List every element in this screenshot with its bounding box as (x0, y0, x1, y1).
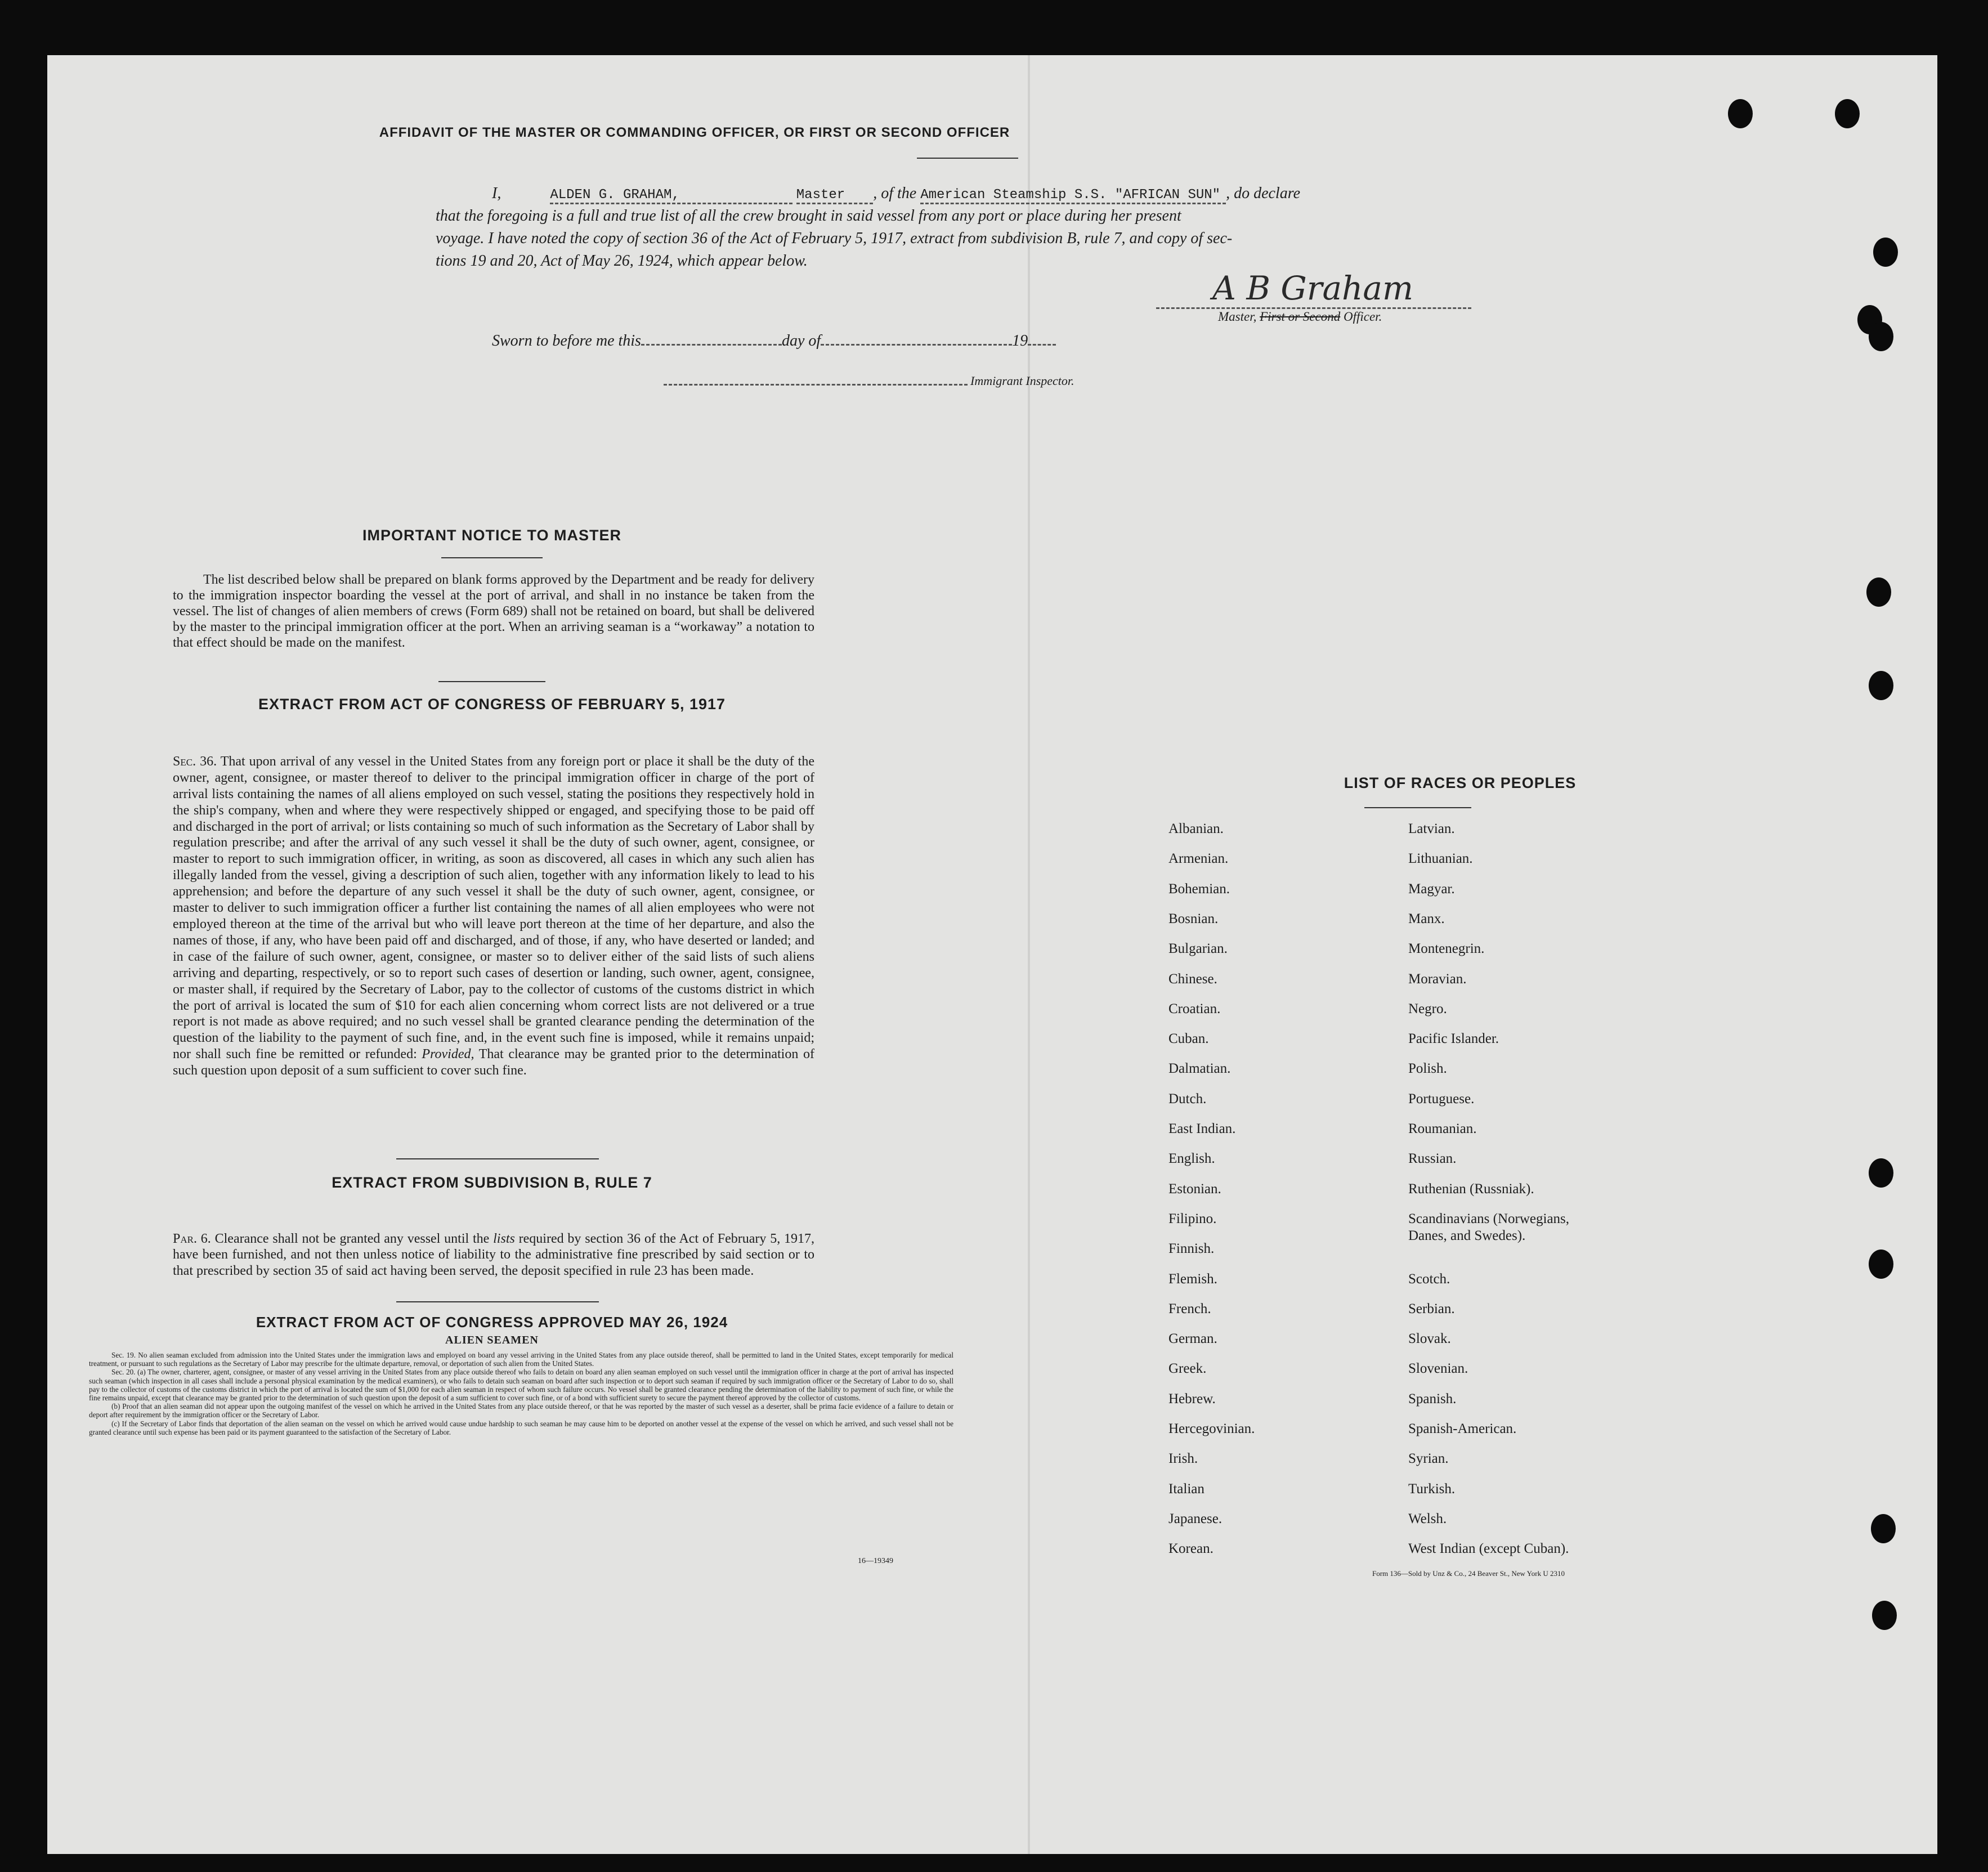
race-item: Latvian. (1408, 821, 1455, 836)
alien-seamen-subtitle: ALIEN SEAMEN (445, 1334, 539, 1346)
race-item: Hercegovinian. (1168, 1421, 1255, 1436)
race-item: English. (1168, 1151, 1215, 1167)
race-item: Welsh. (1408, 1511, 1447, 1526)
vessel-field: American Steamship S.S. "AFRICAN SUN" (920, 187, 1226, 204)
affidavit-title: AFFIDAVIT OF THE MASTER OR COMMANDING OFFICER, OR FIRST OR SECOND OFFICER (379, 125, 1010, 140)
race-item: Albanian. (1168, 821, 1224, 836)
extract-1924-title: EXTRACT FROM ACT OF CONGRESS APPROVED MAY 26, 1924 (256, 1314, 728, 1331)
race-item: Italian (1168, 1481, 1205, 1497)
master-name-field: ALDEN G. GRAHAM, (550, 187, 792, 204)
race-item: Chinese. (1168, 971, 1217, 987)
punch-hole (1869, 322, 1893, 351)
race-item: Spanish. (1408, 1391, 1457, 1407)
race-item: Bulgarian. (1168, 941, 1228, 957)
race-item: French. (1168, 1301, 1211, 1316)
race-item: Japanese. (1168, 1511, 1223, 1526)
document-page (47, 55, 1937, 1854)
punch-hole (1871, 1514, 1896, 1543)
sec20b-text: (b) Proof that an alien seaman did not appear upon the outgoing manifest of the vessel on which he arrived in the United States from any place outside thereof, or that he was reported by the master of such vessel as a deserter, shall be prima facie evidence of a failure to detain or deport after requirement by the immigration officer or the Secretary of Labor. (89, 1402, 953, 1419)
race-item: Lithuanian. (1408, 851, 1473, 867)
notice-body: The list described below shall be prepared on blank forms approved by the Department and be ready for delivery to the immigration inspector boarding the vessel at the port of arrival, and shall in no instance be taken from the vessel. The list of changes of alien members of crews (Form 689) shall not be retained on board, but shall be delivered by the master to the principal immigration officer at the port. When an arriving seaman is a “workaway” a notation to that effect should be made on the manifest. (173, 572, 814, 650)
punch-hole (1869, 671, 1893, 700)
race-item: Slovenian. (1408, 1361, 1468, 1377)
race-item: Dalmatian. (1168, 1061, 1231, 1077)
race-item: Pacific Islander. (1408, 1031, 1499, 1047)
sec20c-text: (c) If the Secretary of Labor finds that deportation of the alien seaman on the vessel on which he arrived would cause undue hardship to such seaman he may cause him to be deported on another vessel at the expense of the vessel on which he arrived, and such vessel shall not be granted clearance until such expense has been paid or its payment guaranteed to the satisfaction of the Secretary of Labor. (89, 1419, 953, 1436)
race-item: Russian. (1408, 1151, 1457, 1167)
sworn-line: Sworn to before me this day of 19 (492, 332, 1056, 350)
race-item: Dutch. (1168, 1091, 1207, 1107)
race-item: Ruthenian (Russniak). (1408, 1181, 1534, 1197)
race-item: Bohemian. (1168, 881, 1230, 897)
sec19-text: Sec. 19. No alien seaman excluded from admission into the United States under the immigration laws and employed on board any vessel arriving in the United States from any place outside thereof, shall be permitted to land in the United States, except temporarily for medical treatment, or pursuant to such regulations as the Secretary of Labor may prescribe for the ultimate departure, removal, or deportation of such alien from the United States. (89, 1351, 953, 1368)
race-item: Montenegrin. (1408, 941, 1485, 957)
extract-1924-body (89, 1351, 953, 1436)
punch-hole (1872, 1601, 1897, 1630)
races-title: LIST OF RACES OR PEOPLES (1344, 774, 1577, 791)
form-footer: Form 136—Sold by Unz & Co., 24 Beaver St., New York U 2310 (1372, 1569, 1565, 1578)
race-item: Irish. (1168, 1451, 1198, 1467)
race-item: Croatian. (1168, 1001, 1221, 1016)
race-item: Scotch. (1408, 1271, 1450, 1287)
race-item: Negro. (1408, 1001, 1447, 1016)
affidavit-line-2: that the foregoing is a full and true list of all the crew brought in said vessel from any port or place during her present (436, 207, 1181, 225)
race-item: Greek. (1168, 1361, 1207, 1377)
race-item: Filipino. (1168, 1211, 1217, 1226)
race-item: Flemish. (1168, 1271, 1217, 1287)
punch-hole (1835, 99, 1860, 128)
race-item: Cuban. (1168, 1031, 1209, 1047)
race-item: Armenian. (1168, 851, 1229, 867)
rule7-title: EXTRACT FROM SUBDIVISION B, RULE 7 (332, 1174, 652, 1191)
race-item: Hebrew. (1168, 1391, 1216, 1407)
extract-1917-body: Sec. 36. That upon arrival of any vessel in the United States from any foreign port or place it shall be the duty of the owner, agent, consignee, or master thereof to deliver to the principal immigration officer in charge of the port of arrival lists containing the names of all aliens employed on such vessel, stating the positions they respectively hold in the ship's company, when and where they were respectively shipped or engaged, and specifying those to be paid off and discharged in the port of arrival; or lists containing so much of such information as the Secretary of Labor shall by regulation prescribe; and after the arrival of any such vessel it shall be the duty of such owner, agent, consignee, or master to report to such immigration officer, in writing, as soon as discovered, all cases in which any such alien has illegally landed from the vessel, giving a description of such alien, together with any information likely to lead to his apprehension; and before the departure of any such vessel it shall be the duty of such owner, agent, consignee, or master to deliver to such immigration officer a further list containing the names of all alien employees who were not employed thereon at the time of the arrival but who will leave port thereon at the time of her departure, and also the names of those, if any, who have been paid off and discharged, and of those, if any, who have deserted or landed; and in case of the failure of such owner, agent, consignee, or master so to deliver either of the said lists of such aliens arriving and departing, respectively, or so to report such cases of desertion or landing, such owner, agent, consignee, or master shall, if required by the Secretary of Labor, pay to the collector of customs of the customs district in which the port of arrival is located the sum of $10 for each alien concerning whom correct lists are not delivered or a true report is not made as above required; and no such vessel shall be granted clearance pending the determination of the question of the liability to the payment of such fine, and, in the event such fine is imposed, while it remains unpaid; nor shall such fine be remitted or refunded: Provided, That clearance may be granted prior to the determination of such question upon deposit of a sum sufficient to cover such fine. (173, 754, 815, 1078)
race-item: Estonian. (1168, 1181, 1221, 1197)
race-item: Portuguese. (1408, 1091, 1475, 1107)
race-item: East Indian. (1168, 1121, 1236, 1136)
affidavit-line-3: voyage. I have noted the copy of section 36 of the Act of February 5, 1917, extract from subdivision B, rule 7, and copy of sec- (436, 230, 1233, 247)
page-fold (1028, 55, 1030, 1854)
race-item: Slovak. (1408, 1331, 1451, 1347)
punch-hole (1869, 1250, 1893, 1279)
master-signature: A B Graham (1212, 269, 1413, 307)
race-item: Finnish. (1168, 1241, 1215, 1257)
extract-1917-title: EXTRACT FROM ACT OF CONGRESS OF FEBRUARY 5, 1917 (258, 696, 726, 713)
race-item: Bosnian. (1168, 911, 1219, 926)
race-item: West Indian (except Cuban). (1408, 1541, 1569, 1557)
print-code: 16—19349 (858, 1557, 893, 1565)
race-item: German. (1168, 1331, 1217, 1347)
race-item: Turkish. (1408, 1481, 1456, 1497)
race-item: Scandinavians (Norwegians, Danes, and Swedes). (1408, 1211, 1570, 1243)
race-item: Roumanian. (1408, 1121, 1477, 1136)
race-item: Polish. (1408, 1061, 1447, 1077)
race-item: Spanish-American. (1408, 1421, 1517, 1436)
race-item: Korean. (1168, 1541, 1214, 1557)
race-item: Magyar. (1408, 881, 1455, 897)
punch-hole (1728, 99, 1753, 128)
race-item: Moravian. (1408, 971, 1467, 987)
signature-caption: Master, First or Second Officer. (1218, 310, 1382, 324)
affidavit-line-1: I, ALDEN G. GRAHAM, Master , of the American Steamship S.S. "AFRICAN SUN" , do declare (492, 185, 1550, 203)
rank-field: Master (796, 187, 873, 204)
affidavit-line-4: tions 19 and 20, Act of May 26, 1924, which appear below. (436, 252, 808, 270)
race-item: Serbian. (1408, 1301, 1455, 1316)
punch-hole (1869, 1158, 1893, 1188)
notice-title: IMPORTANT NOTICE TO MASTER (362, 527, 621, 544)
rule7-body: Par. 6. Clearance shall not be granted any vessel until the lists required by section 36 of the Act of February 5, 1917, have been furnished, and not then unless notice of liability to the administrative fine prescribed by said section or to that prescribed by section 35 of said act having been served, the deposit specified in rule 23 has been made. (173, 1231, 815, 1278)
race-item: Syrian. (1408, 1451, 1449, 1467)
punch-hole (1866, 577, 1891, 607)
inspector-label: Immigrant Inspector. (970, 374, 1074, 388)
race-item: Manx. (1408, 911, 1445, 926)
punch-hole (1873, 238, 1898, 267)
sec20a-text: Sec. 20. (a) The owner, charterer, agent, consignee, or master of any vessel arriving in the United States from any place outside thereof who fails to detain on board any alien seaman employed on such vessel until the immigration officer in charge at the port of arrival has inspected such seaman (which inspection in all cases shall include a personal physical examination by the medical examiners), or who fails to detain such seaman on board after such inspection or to deport such seaman if required by such immigration officer or the Secretary of Labor to do so, shall pay to the collector of customs of the customs district in which the port of arrival is located the sum of $1,000 for each alien seaman in respect of whom such failure occurs. No vessel shall be granted clearance pending the determination of the liability to payment of such fine, or while the fine remains unpaid, except that clearance may be granted prior to the determination of such question upon the deposit of a sum sufficient to cover such fine, or of a bond with sufficient surety to secure the payment thereof approved by the collector of customs. (89, 1368, 953, 1403)
